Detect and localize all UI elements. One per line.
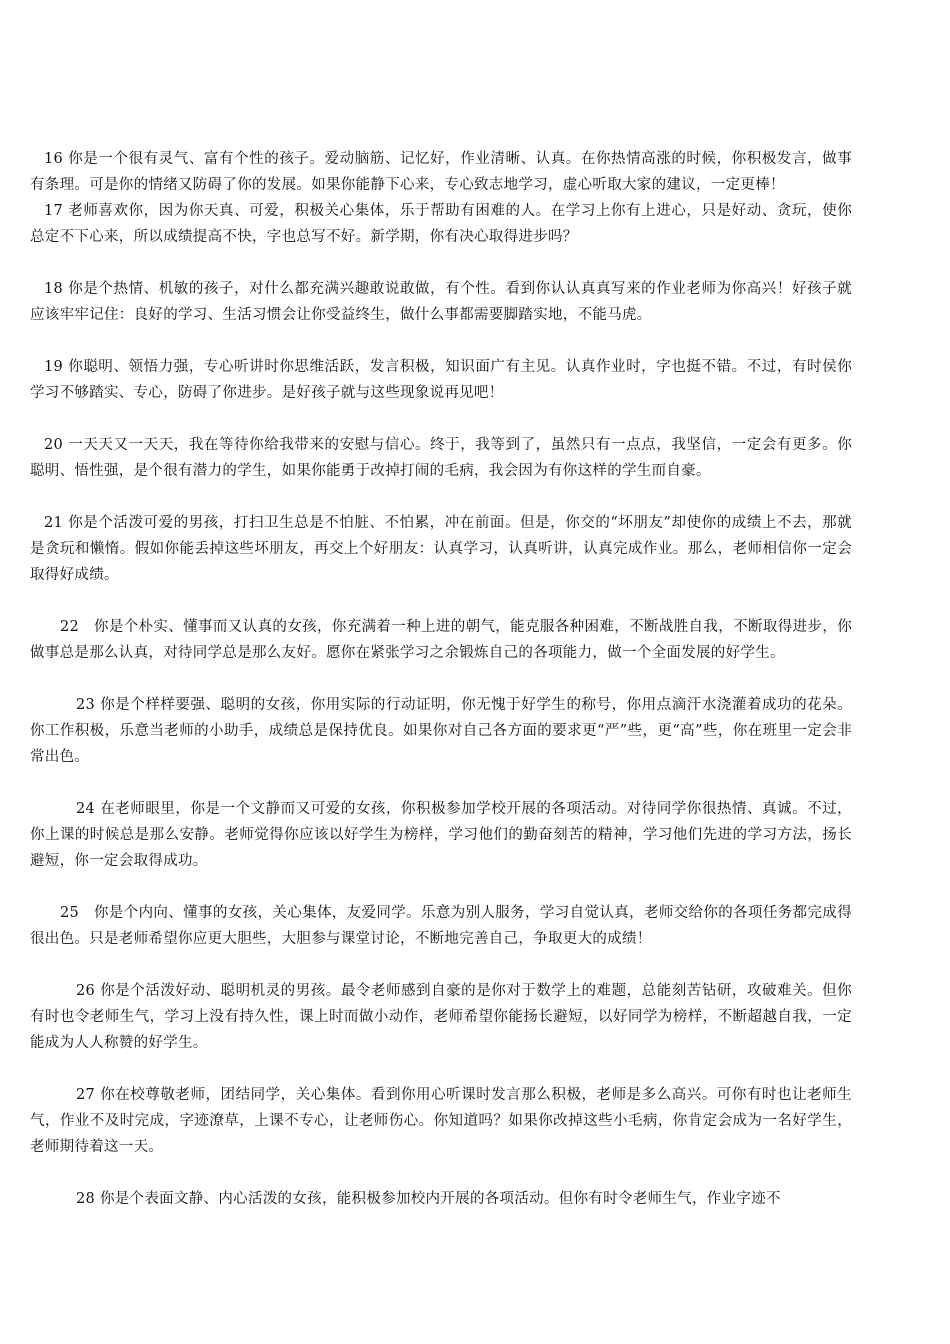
paragraph-spacer (30, 250, 852, 276)
comment-16: 16 你是一个很有灵气、富有个性的孩子。爱动脑筋、记忆好，作业清晰、认真。在你热情高涨的时候，你积极发言，做事有条理。可是你的情绪又防碍了你的发展。如果你能静下心来，专心致志地学习，虚心听取大家的建议，一定更棒！ (30, 151, 852, 193)
comment-23: 23 你是个样样要强、聪明的女孩，你用实际的行动证明，你无愧于好学生的称号，你用点滴汗水浇灌着成功的花朵。你工作积极，乐意当老师的小助手，成绩总是保持优良。如果你对自己各方面的要求更“严”些，更“高”些，你在班里一定会非常出色。 (30, 697, 852, 765)
comment-28: 28 你是个表面文静、内心活泼的女孩，能积极参加校内开展的各项活动。但你有时令老师生气，作业字迹不 (76, 1191, 781, 1207)
paragraph-spacer (30, 666, 852, 692)
comment-20: 20 一天天又一天天，我在等待你给我带来的安慰与信心。终于，我等到了，虽然只有一点点，我坚信，一定会有更多。你聪明、悟性强，是个很有潜力的学生，如果你能勇于改掉打闹的毛病，我会因为有你这样的学生而自豪。 (30, 437, 852, 479)
comment-27: 27 你在校尊敬老师，团结同学，关心集体。看到你用心听课时发言那么积极，老师是多么高兴。可你有时也让老师生气，作业不及时完成，字迹潦草，上课不专心，让老师伤心。你知道吗？如果你改掉这些小毛病，你肯定会成为一名好学生，老师期待着这一天。 (30, 1087, 852, 1155)
paragraph-spacer (30, 952, 852, 978)
comment-26: 26 你是个活泼好动、聪明机灵的男孩。最令老师感到自豪的是你对于数学上的难题，总能刻苦钻研，攻破难关。但你有时也令老师生气，学习上没有持久性，课上时而做小动作，老师希望你能扬长避短，以好同学为榜样，不断超越自我，一定能成为人人称赞的好学生。 (30, 983, 852, 1051)
document-body (30, 146, 852, 1212)
comment-21: 21 你是个活泼可爱的男孩，打扫卫生总是不怕脏、不怕累，冲在前面。但是，你交的“坏朋友”却使你的成绩上不去，那就是贪玩和懒惰。假如你能丢掉这些坏朋友，再交上个好朋友：认真学习，认真听讲，认真完成作业。那么，老师相信你一定会取得好成绩。 (30, 515, 852, 583)
paragraph-spacer (30, 588, 852, 614)
paragraph-spacer (30, 484, 852, 510)
comment-17: 17 老师喜欢你，因为你天真、可爱，积极关心集体，乐于帮助有困难的人。在学习上你有上进心，只是好动、贪玩，使你总定不下心来，所以成绩提高不快，字也总写不好。新学期，你有决心取得进步吗？ (30, 203, 852, 245)
paragraph-spacer (30, 328, 852, 354)
paragraph-spacer (30, 770, 852, 796)
paragraph-spacer (30, 1160, 852, 1186)
paragraph-spacer (30, 1056, 852, 1082)
comment-24: 24 在老师眼里，你是一个文静而又可爱的女孩，你积极参加学校开展的各项活动。对待同学你很热情、真诚。不过，你上课的时候总是那么安静。老师觉得你应该以好学生为榜样，学习他们的勤奋刻苦的精神，学习他们先进的学习方法，扬长避短，你一定会取得成功。 (30, 801, 852, 869)
paragraph-spacer (30, 406, 852, 432)
comment-22: 22 你是个朴实、懂事而又认真的女孩，你充满着一种上进的朝气，能克服各种困难，不断战胜自我，不断取得进步，你做事总是那么认真，对待同学总是那么友好。愿你在紧张学习之余锻炼自己的各项能力，做一个全面发展的好学生。 (30, 619, 852, 661)
paragraph-spacer (30, 874, 852, 900)
comment-25: 25 你是个内向、懂事的女孩，关心集体，友爱同学。乐意为别人服务，学习自觉认真，老师交给你的各项任务都完成得很出色。只是老师希望你应更大胆些，大胆参与课堂讨论，不断地完善自己，争取更大的成绩！ (30, 905, 852, 947)
comment-18: 18 你是个热情、机敏的孩子，对什么都充满兴趣敢说敢做，有个性。看到你认认真真写来的作业老师为你高兴！好孩子就应该牢牢记住：良好的学习、生活习惯会让你受益终生，做什么事都需要脚踏实地，不能马虎。 (30, 281, 852, 323)
comment-19: 19 你聪明、领悟力强，专心听讲时你思维活跃，发言积极，知识面广有主见。认真作业时，字也挺不错。不过，有时侯你学习不够踏实、专心，防碍了你进步。是好孩子就与这些现象说再见吧！ (30, 359, 852, 401)
